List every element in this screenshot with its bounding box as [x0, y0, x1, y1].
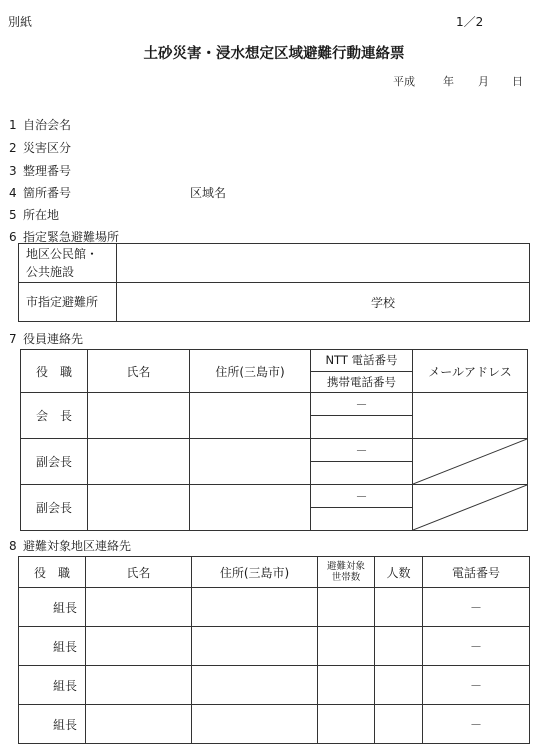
col-address-header: 住所(三島市) [192, 557, 318, 588]
role-cell: 会 長 [21, 393, 88, 439]
role-cell: 組長 [19, 588, 86, 627]
name-cell[interactable] [88, 393, 190, 439]
label-line: 地区公民館・ [26, 247, 99, 261]
name-cell[interactable] [88, 485, 190, 531]
table-row [19, 283, 530, 322]
section-4 [9, 184, 71, 201]
officer-contact-table [20, 349, 528, 531]
community-hall-label [19, 244, 117, 283]
mobile-cell[interactable] [311, 508, 413, 531]
address-cell[interactable] [192, 588, 318, 627]
col-phone-header: 電話番号 [423, 557, 530, 588]
section-number: 4 [9, 186, 17, 200]
role-cell: 副会長 [21, 485, 88, 531]
role-cell: 組長 [19, 627, 86, 666]
city-shelter-label: 市指定避難所 [19, 283, 117, 322]
role-cell: 組長 [19, 666, 86, 705]
section-7 [9, 330, 83, 347]
ntt-phone-cell[interactable]: － [311, 485, 413, 508]
people-cell[interactable] [375, 588, 423, 627]
section-label: 所在地 [23, 208, 60, 222]
address-cell[interactable] [190, 439, 311, 485]
address-cell[interactable] [192, 627, 318, 666]
households-cell[interactable] [318, 588, 375, 627]
col-role-header: 役 職 [19, 557, 86, 588]
name-cell[interactable] [86, 588, 192, 627]
table-row [21, 485, 528, 508]
table-row [19, 627, 530, 666]
label-line: 公共施設 [26, 265, 75, 279]
section-label: 災害区分 [23, 141, 72, 155]
section-label: 指定緊急避難場所 [23, 230, 120, 244]
col-role-header: 役 職 [21, 350, 88, 393]
name-cell[interactable] [86, 627, 192, 666]
mobile-cell[interactable] [311, 462, 413, 485]
households-cell[interactable] [318, 666, 375, 705]
address-cell[interactable] [192, 705, 318, 744]
table-row [19, 588, 530, 627]
email-cell[interactable] [413, 393, 528, 439]
section-number: 6 [9, 230, 17, 244]
section-number: 5 [9, 208, 17, 222]
section-2 [9, 139, 71, 156]
section-label: 整理番号 [23, 164, 72, 178]
section-3 [9, 162, 71, 179]
document-title: 土砂災害・浸水想定区域避難行動連絡票 [143, 46, 405, 62]
address-cell[interactable] [192, 666, 318, 705]
phone-cell[interactable]: － [423, 705, 530, 744]
people-cell[interactable] [375, 705, 423, 744]
table-row [21, 439, 528, 462]
phone-cell[interactable]: － [423, 588, 530, 627]
phone-cell[interactable]: － [423, 627, 530, 666]
section-number: 1 [9, 118, 17, 132]
role-cell: 組長 [19, 705, 86, 744]
email-cell-struck [413, 439, 528, 485]
col-name-header: 氏名 [86, 557, 192, 588]
col-email-header: メールアドレス [413, 350, 528, 393]
people-cell[interactable] [375, 666, 423, 705]
ntt-phone-cell[interactable]: － [311, 393, 413, 416]
section-label: 自治会名 [23, 118, 72, 132]
area-name-label: 区域名 [190, 186, 227, 200]
date-era: 平成 [393, 75, 415, 88]
ntt-phone-cell[interactable]: － [311, 439, 413, 462]
evacuation-site-table [18, 243, 530, 322]
section-number: 7 [9, 332, 17, 346]
section-label: 避難対象地区連絡先 [23, 539, 132, 553]
section-label: 箇所番号 [23, 186, 72, 200]
sheet-label: 別紙 [8, 15, 33, 29]
section-1 [9, 116, 71, 133]
name-cell[interactable] [88, 439, 190, 485]
col-address-header: 住所(三島市) [190, 350, 311, 393]
section-number: 3 [9, 164, 17, 178]
community-hall-value[interactable] [117, 244, 530, 283]
col-name-header: 氏名 [88, 350, 190, 393]
col-households-header [318, 557, 375, 588]
people-cell[interactable] [375, 627, 423, 666]
section-label: 役員連絡先 [23, 332, 84, 346]
header-line: 世帯数 [331, 572, 361, 583]
name-cell[interactable] [86, 705, 192, 744]
school-suffix: 学校 [117, 283, 530, 322]
page-number: 1／2 [456, 15, 484, 29]
section-5 [9, 206, 59, 223]
table-row [21, 393, 528, 416]
table-row [19, 666, 530, 705]
table-row [19, 705, 530, 744]
phone-cell[interactable]: － [423, 666, 530, 705]
date-month-label: 月 [478, 75, 489, 88]
households-cell[interactable] [318, 627, 375, 666]
col-people-header: 人数 [375, 557, 423, 588]
diagonal-strike-line [413, 439, 527, 484]
section-8 [9, 537, 131, 554]
role-cell: 副会長 [21, 439, 88, 485]
header-line: 避難対象 [326, 561, 365, 572]
district-contact-table [18, 556, 530, 744]
col-ntt-phone-header: NTT 電話番号 [311, 350, 413, 372]
col-mobile-header: 携帯電話番号 [311, 371, 413, 393]
name-cell[interactable] [86, 666, 192, 705]
address-cell[interactable] [190, 393, 311, 439]
table-header-row [19, 557, 530, 588]
address-cell[interactable] [190, 485, 311, 531]
date-day-label: 日 [512, 75, 523, 88]
date-year-label: 年 [443, 75, 454, 88]
table-row [19, 244, 530, 283]
mobile-cell[interactable] [311, 416, 413, 439]
section-number: 2 [9, 141, 17, 155]
diagonal-strike-line [413, 485, 527, 530]
table-header-row [21, 350, 528, 372]
email-cell-struck [413, 485, 528, 531]
section-number: 8 [9, 539, 17, 553]
households-cell[interactable] [318, 705, 375, 744]
